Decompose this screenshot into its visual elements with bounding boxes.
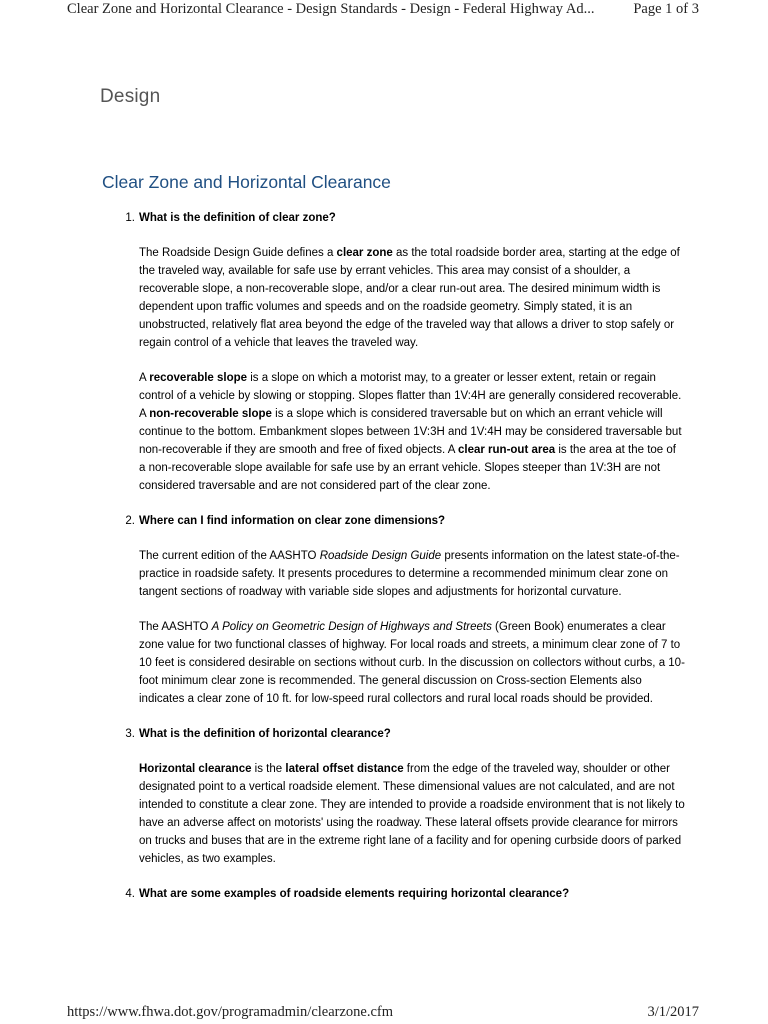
print-header	[67, 1, 699, 18]
section-heading: Design	[100, 86, 161, 107]
term-bold: recoverable slope	[149, 372, 248, 384]
text-run: (Green Book) enumerates a clear zone value for two functional classes of highway. For local roads and streets, a minimum clear zone of 7 to 10 feet is considered desirable on sections without curb. In the discussion on collectors without curbs, a 10-foot minimum clear zone is recommended. The general discussion on Cross-section Elements also indicates a clear zone of 10 ft. for low-speed rural collectors and rural local roads should be provided.	[139, 621, 685, 705]
faq-answer-paragraph	[139, 547, 685, 601]
text-run: is a slope on which a motorist may, to a greater or lesser extent, retain or regain control of a vehicle by slowing or stopping. Slopes flatter than 1V:4H are generally considered recoverable. A	[139, 372, 682, 420]
faq-number: 4.	[125, 888, 135, 900]
faq-question	[103, 512, 693, 530]
term-bold: non-recoverable slope	[149, 408, 272, 420]
print-header-page-number: Page 1 of 3	[633, 1, 699, 17]
faq-number: 1.	[125, 212, 135, 224]
faq-list	[103, 209, 693, 920]
faq-answer-paragraph	[139, 244, 685, 352]
term-bold: lateral offset distance	[285, 763, 404, 775]
faq-item	[103, 209, 693, 495]
publication-title: Roadside Design Guide	[319, 550, 442, 562]
text-run: is a slope which is considered traversable but on which an errant vehicle will continue to the bottom. Embankment slopes between 1V:3H and 1V:4H may be considered traversable but non-recoverable if they are smooth and free of fixed objects. A	[139, 408, 682, 456]
print-header-title: Clear Zone and Horizontal Clearance - Design Standards - Design - Federal Highway Ad...	[67, 1, 595, 17]
term-bold: clear zone	[336, 247, 393, 259]
text-run: The Roadside Design Guide defines a	[139, 247, 337, 259]
text-run: as the total roadside border area, starting at the edge of the traveled way, available for safe use by errant vehicles. This area may consist of a shoulder, a recoverable slope, a non-recoverable slope, and/or a clear run-out area. The desired minimum width is dependent upon traffic volumes and speeds and on the roadside geometry. Simply stated, it is an unobstructed, relatively flat area beyond the edge of the traveled way that allows a driver to stop safely or regain control of a vehicle that leaves the traveled way.	[139, 247, 680, 349]
page-title: Clear Zone and Horizontal Clearance	[102, 172, 391, 192]
faq-question	[103, 209, 693, 227]
print-footer	[67, 1004, 699, 1021]
text-run: is the	[251, 763, 286, 775]
faq-question-text: Where can I find information on clear zone dimensions?	[139, 515, 446, 527]
text-run: from the edge of the traveled way, shoulder or other designated point to a vertical roadside element. These dimensional values are not calculated, and are not intended to constitute a clear zone. They are intended to provide a roadside environment that is not likely to have an adverse affect on motorists' using the roadway. These lateral offsets provide clearance for mirrors on trucks and buses that are in the extreme right lane of a facility and for opening curbside doors of parked vehicles, as two examples.	[139, 763, 685, 865]
faq-number: 2.	[125, 515, 135, 527]
faq-item	[103, 512, 693, 708]
faq-number: 3.	[125, 728, 135, 740]
print-footer-date: 3/1/2017	[647, 1004, 699, 1020]
faq-question	[103, 725, 693, 743]
faq-question-text: What is the definition of clear zone?	[139, 212, 336, 224]
faq-question	[103, 885, 693, 903]
publication-title: A Policy on Geometric Design of Highways and Streets	[211, 621, 492, 633]
faq-question-text: What are some examples of roadside elements requiring horizontal clearance?	[139, 888, 570, 900]
term-bold: Horizontal clearance	[139, 763, 252, 775]
term-bold: clear run-out area	[458, 444, 556, 456]
text-run: A	[139, 372, 150, 384]
text-run: presents information on the latest state-of-the-practice in roadside safety. It presents procedures to determine a recommended minimum clear zone on tangent sections of roadway with variable side slopes and adjustments for horizontal curvature.	[139, 550, 680, 598]
print-footer-url: https://www.fhwa.dot.gov/programadmin/clearzone.cfm	[67, 1004, 394, 1020]
text-run: The current edition of the AASHTO	[139, 550, 320, 562]
text-run: is the area at the toe of a non-recoverable slope available for safe use by an errant vehicle. Slopes steeper than 1V:3H are not considered traversable and are not considered part of the clear zone.	[139, 444, 676, 492]
faq-item	[103, 725, 693, 868]
faq-question-text: What is the definition of horizontal clearance?	[139, 728, 391, 740]
faq-item	[103, 885, 693, 903]
faq-answer-paragraph	[139, 760, 685, 868]
text-run: The AASHTO	[139, 621, 212, 633]
faq-answer-paragraph	[139, 369, 685, 495]
faq-answer-paragraph	[139, 618, 685, 708]
